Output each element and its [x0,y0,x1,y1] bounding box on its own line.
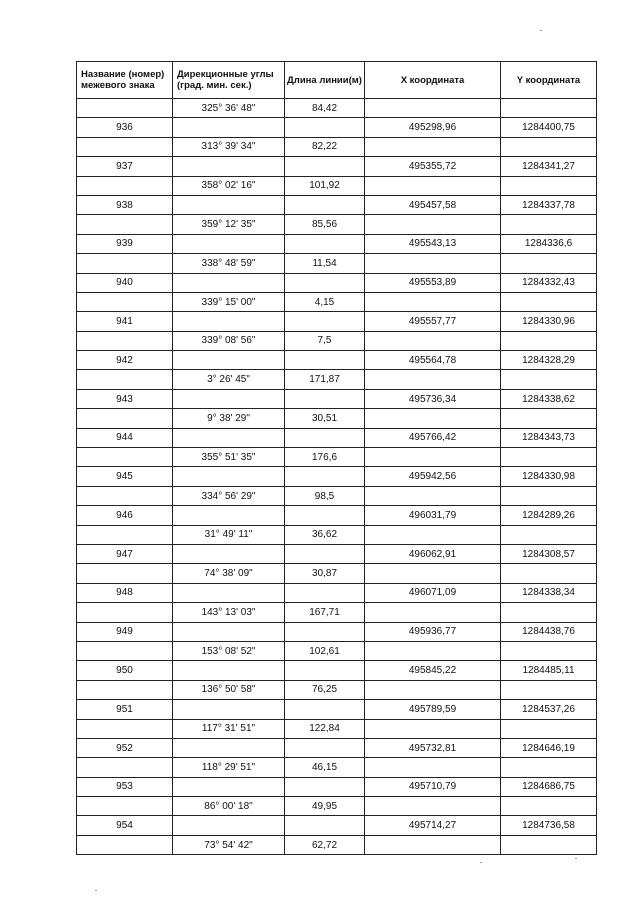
cell-direction-angle [173,351,285,370]
cell-line-length [285,195,365,214]
cell-direction-angle [173,738,285,757]
table-row [77,273,597,292]
cell-y-coordinate: 1284646,19 [501,738,597,757]
cell-point-name: 940 [77,273,173,292]
cell-line-length: 102,61 [285,641,365,660]
cell-line-length: 46,15 [285,758,365,777]
cell-x-coordinate: 496031,79 [365,506,501,525]
cell-y-coordinate: 1284336,6 [501,234,597,253]
cell-point-name [77,215,173,234]
table-row [77,292,597,311]
cell-x-coordinate [365,564,501,583]
table-body [77,99,597,855]
cell-point-name: 950 [77,661,173,680]
scan-speck [480,862,482,863]
table-row [77,215,597,234]
cell-x-coordinate [365,215,501,234]
cell-direction-angle [173,700,285,719]
cell-direction-angle: 3° 26' 45" [173,370,285,389]
cell-direction-angle [173,234,285,253]
cell-direction-angle: 136° 50' 58" [173,680,285,699]
cell-line-length [285,738,365,757]
cell-direction-angle [173,389,285,408]
cell-y-coordinate [501,215,597,234]
table-row [77,331,597,350]
cell-x-coordinate: 495543,13 [365,234,501,253]
header-length: Длина линии(м) [285,62,365,99]
cell-point-name [77,176,173,195]
cell-direction-angle [173,467,285,486]
scan-speck [95,890,97,891]
cell-x-coordinate [365,99,501,118]
cell-y-coordinate [501,758,597,777]
table-row [77,118,597,137]
cell-y-coordinate [501,641,597,660]
cell-point-name [77,797,173,816]
cell-x-coordinate: 496071,09 [365,583,501,602]
cell-point-name [77,641,173,660]
table-row [77,409,597,428]
cell-direction-angle [173,312,285,331]
cell-x-coordinate: 495355,72 [365,157,501,176]
cell-y-coordinate: 1284341,27 [501,157,597,176]
cell-line-length: 82,22 [285,137,365,156]
cell-line-length [285,583,365,602]
cell-line-length: 171,87 [285,370,365,389]
cell-line-length [285,273,365,292]
cell-x-coordinate: 495936,77 [365,622,501,641]
cell-direction-angle: 325° 36' 48" [173,99,285,118]
cell-x-coordinate [365,525,501,544]
cell-direction-angle [173,506,285,525]
cell-y-coordinate: 1284338,62 [501,389,597,408]
cell-point-name: 937 [77,157,173,176]
scan-speck [540,30,542,31]
cell-direction-angle: 117° 31' 51" [173,719,285,738]
cell-line-length [285,467,365,486]
cell-x-coordinate [365,409,501,428]
cell-line-length [285,428,365,447]
table-row [77,137,597,156]
table-row [77,622,597,641]
cell-y-coordinate: 1284330,98 [501,467,597,486]
table-row [77,234,597,253]
cell-y-coordinate: 1284330,96 [501,312,597,331]
cell-line-length: 84,42 [285,99,365,118]
cell-x-coordinate [365,835,501,854]
table-row [77,525,597,544]
cell-line-length: 30,51 [285,409,365,428]
cell-y-coordinate [501,719,597,738]
cell-y-coordinate: 1284289,26 [501,506,597,525]
cell-y-coordinate: 1284343,73 [501,428,597,447]
table-row [77,157,597,176]
cell-x-coordinate: 495298,96 [365,118,501,137]
cell-x-coordinate: 495714,27 [365,816,501,835]
cell-point-name: 954 [77,816,173,835]
cell-y-coordinate: 1284308,57 [501,544,597,563]
cell-y-coordinate: 1284537,26 [501,700,597,719]
cell-point-name: 942 [77,351,173,370]
cell-direction-angle: 153° 08' 52" [173,641,285,660]
cell-point-name: 944 [77,428,173,447]
cell-direction-angle [173,622,285,641]
cell-direction-angle: 86° 00' 18" [173,797,285,816]
cell-x-coordinate [365,331,501,350]
cell-y-coordinate [501,331,597,350]
table-row [77,719,597,738]
cell-direction-angle [173,661,285,680]
cell-x-coordinate: 496062,91 [365,544,501,563]
cell-point-name: 941 [77,312,173,331]
table-row [77,758,597,777]
cell-y-coordinate [501,99,597,118]
cell-line-length [285,157,365,176]
cell-point-name: 943 [77,389,173,408]
cell-y-coordinate [501,370,597,389]
cell-x-coordinate [365,680,501,699]
cell-direction-angle [173,118,285,137]
cell-line-length: 62,72 [285,835,365,854]
table-row [77,389,597,408]
table-row [77,816,597,835]
cell-x-coordinate: 495736,34 [365,389,501,408]
cell-point-name [77,292,173,311]
cell-y-coordinate: 1284338,34 [501,583,597,602]
table-row [77,99,597,118]
cell-line-length: 122,84 [285,719,365,738]
table-row [77,370,597,389]
header-name: Название (номер) межевого знака [77,62,173,99]
cell-y-coordinate [501,292,597,311]
cell-x-coordinate [365,176,501,195]
cell-y-coordinate: 1284337,78 [501,195,597,214]
cell-line-length [285,234,365,253]
cell-direction-angle: 334° 56' 29" [173,486,285,505]
cell-point-name [77,331,173,350]
cell-direction-angle: 143° 13' 03" [173,603,285,622]
cell-y-coordinate: 1284736,58 [501,816,597,835]
cell-x-coordinate [365,758,501,777]
cell-y-coordinate [501,137,597,156]
cell-point-name [77,564,173,583]
cell-direction-angle [173,816,285,835]
cell-line-length [285,351,365,370]
cell-y-coordinate [501,835,597,854]
cell-x-coordinate: 495557,77 [365,312,501,331]
cell-point-name [77,254,173,273]
cell-direction-angle [173,777,285,796]
cell-x-coordinate [365,370,501,389]
cell-direction-angle: 74° 38' 09" [173,564,285,583]
cell-x-coordinate: 495564,78 [365,351,501,370]
table-row [77,680,597,699]
cell-point-name [77,370,173,389]
cell-line-length: 101,92 [285,176,365,195]
table-header-row [77,62,597,99]
cell-direction-angle: 9° 38' 29" [173,409,285,428]
cell-point-name: 936 [77,118,173,137]
table-row [77,506,597,525]
cell-x-coordinate: 495732,81 [365,738,501,757]
cell-point-name: 949 [77,622,173,641]
table-row [77,486,597,505]
cell-y-coordinate: 1284438,76 [501,622,597,641]
cell-point-name [77,719,173,738]
cell-line-length: 30,87 [285,564,365,583]
cell-x-coordinate: 495942,56 [365,467,501,486]
cell-line-length [285,700,365,719]
header-y: Y координата [501,62,597,99]
cell-y-coordinate [501,409,597,428]
cell-x-coordinate: 495457,58 [365,195,501,214]
table-row [77,835,597,854]
cell-line-length [285,389,365,408]
cell-x-coordinate: 495845,22 [365,661,501,680]
cell-direction-angle: 118° 29' 51" [173,758,285,777]
cell-y-coordinate: 1284328,29 [501,351,597,370]
cell-y-coordinate [501,254,597,273]
cell-point-name [77,680,173,699]
cell-x-coordinate [365,292,501,311]
cell-y-coordinate [501,603,597,622]
cell-line-length [285,777,365,796]
cell-y-coordinate: 1284686,75 [501,777,597,796]
cell-y-coordinate: 1284400,75 [501,118,597,137]
cell-y-coordinate [501,525,597,544]
cell-line-length [285,622,365,641]
cell-y-coordinate: 1284485,11 [501,661,597,680]
cell-line-length [285,312,365,331]
cell-direction-angle: 339° 08' 56" [173,331,285,350]
table-row [77,312,597,331]
cell-point-name [77,603,173,622]
cell-point-name: 939 [77,234,173,253]
cell-point-name: 947 [77,544,173,563]
cell-x-coordinate [365,486,501,505]
cell-line-length: 36,62 [285,525,365,544]
cell-x-coordinate [365,603,501,622]
cell-line-length [285,661,365,680]
table-row [77,583,597,602]
table-row [77,254,597,273]
cell-point-name [77,758,173,777]
cell-direction-angle: 355° 51' 35" [173,448,285,467]
table-row [77,448,597,467]
cell-line-length [285,816,365,835]
cell-point-name [77,448,173,467]
header-x: X координата [365,62,501,99]
cell-direction-angle [173,583,285,602]
cell-x-coordinate: 495553,89 [365,273,501,292]
cell-line-length: 4,15 [285,292,365,311]
boundary-coordinates-table [76,61,597,855]
cell-point-name [77,525,173,544]
table-row [77,428,597,447]
table-row [77,777,597,796]
table-row [77,564,597,583]
cell-direction-angle [173,273,285,292]
cell-point-name: 948 [77,583,173,602]
cell-point-name: 953 [77,777,173,796]
cell-point-name: 938 [77,195,173,214]
cell-line-length [285,118,365,137]
header-angle: Дирекционные углы (град. мин. сек.) [173,62,285,99]
scan-speck [575,858,577,859]
cell-y-coordinate [501,176,597,195]
table-row [77,738,597,757]
cell-direction-angle: 339° 15' 00" [173,292,285,311]
cell-point-name: 945 [77,467,173,486]
cell-direction-angle: 358° 02' 16" [173,176,285,195]
cell-point-name: 952 [77,738,173,757]
cell-y-coordinate [501,486,597,505]
table-row [77,603,597,622]
cell-y-coordinate [501,680,597,699]
table-row [77,641,597,660]
table-row [77,351,597,370]
cell-direction-angle: 31° 49' 11" [173,525,285,544]
cell-direction-angle [173,428,285,447]
table-row [77,700,597,719]
table-row [77,467,597,486]
table-row [77,661,597,680]
cell-line-length: 76,25 [285,680,365,699]
cell-x-coordinate: 495789,59 [365,700,501,719]
cell-line-length: 7,5 [285,331,365,350]
cell-x-coordinate [365,448,501,467]
cell-y-coordinate [501,564,597,583]
cell-y-coordinate [501,797,597,816]
cell-direction-angle: 73° 54' 42" [173,835,285,854]
cell-line-length: 167,71 [285,603,365,622]
cell-point-name [77,835,173,854]
cell-x-coordinate: 495766,42 [365,428,501,447]
cell-direction-angle [173,544,285,563]
cell-y-coordinate: 1284332,43 [501,273,597,292]
cell-x-coordinate [365,137,501,156]
cell-x-coordinate: 495710,79 [365,777,501,796]
cell-line-length [285,506,365,525]
cell-x-coordinate [365,641,501,660]
cell-x-coordinate [365,254,501,273]
cell-direction-angle [173,195,285,214]
cell-line-length: 98,5 [285,486,365,505]
table-row [77,544,597,563]
cell-point-name [77,137,173,156]
cell-direction-angle: 359° 12' 35" [173,215,285,234]
cell-point-name [77,486,173,505]
cell-direction-angle [173,157,285,176]
table-row [77,176,597,195]
cell-point-name [77,99,173,118]
cell-direction-angle: 313° 39' 34" [173,137,285,156]
cell-point-name: 951 [77,700,173,719]
cell-line-length: 176,6 [285,448,365,467]
cell-x-coordinate [365,797,501,816]
cell-point-name: 946 [77,506,173,525]
cell-x-coordinate [365,719,501,738]
cell-line-length: 11,54 [285,254,365,273]
table-row [77,195,597,214]
table-row [77,797,597,816]
cell-line-length: 85,56 [285,215,365,234]
cell-direction-angle: 338° 48' 59" [173,254,285,273]
cell-y-coordinate [501,448,597,467]
cell-line-length [285,544,365,563]
cell-line-length: 49,95 [285,797,365,816]
cell-point-name [77,409,173,428]
